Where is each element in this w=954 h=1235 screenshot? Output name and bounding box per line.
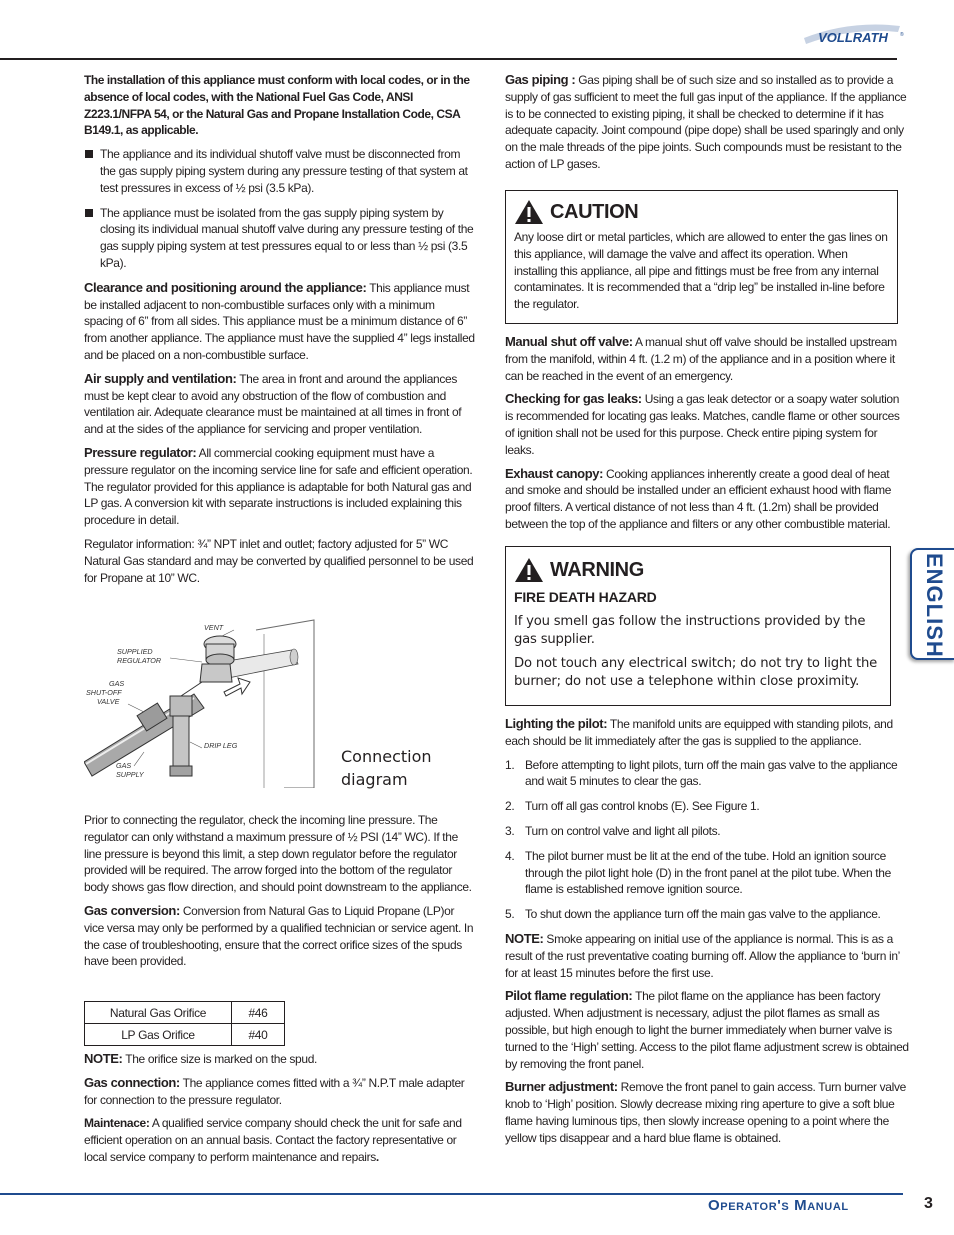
page-number: 3	[924, 1195, 933, 1212]
connection-diagram	[84, 612, 316, 788]
right-column-middle	[505, 334, 909, 540]
language-tab-label: ENGLISH	[922, 553, 947, 658]
bullet-item: The appliance and its individual shutoff valve must be disconnected from the gas supply piping system during any pressure testing of that system at test pressures in excess of ½ psi (3.5 kPa).	[84, 146, 476, 196]
orifice-table	[84, 1001, 285, 1046]
orifice-size: #46	[232, 1002, 285, 1024]
label-supply-gas: GAS	[116, 761, 132, 770]
burner-adjustment-section: Burner adjustment: Remove the front panel to gain access. Turn burner valve knob to ‘High’ position. Slowly decrease mixing ring aperture to give a soft blue flame having luminous tips, then slowly increase opening to a point where the yellow tips disappear and a hard blue flame is obtained.	[505, 1079, 906, 1145]
warning-para: Do not touch any electrical switch; do not try to light the burner; do not use a telephone within close proximity.	[514, 656, 878, 689]
regulator-info: Regulator information: ¾” NPT inlet and outlet; factory adjusted for 5” WC Natural Gas standard and may be converted by qualified personnel to be used for Propane at 10” WC.	[84, 536, 474, 585]
label-shutoff: SHUT-OFF	[86, 688, 122, 697]
label-regulator: REGULATOR	[117, 656, 162, 665]
exhaust-canopy-section: Exhaust canopy: Cooking appliances inherently create a good deal of heat and smoke and should be installed under an efficient exhaust hood with flame proof filters. A vertical distance of not less than 4 ft. (1.2m) shall be provided between the top of the appliance and filters or any other combustible material.	[505, 465, 892, 531]
caution-text: Any loose dirt or metal particles, which are allowed to enter the gas lines on this appliance, will damage the valve and affect its operation. When installing this appliance, all pipe and fittings must be free from any internal contaminates. It is recommended that a “drip leg” be installed in-line before the regulator.	[514, 230, 888, 312]
table-row	[85, 1024, 285, 1046]
left-column-top	[84, 72, 476, 593]
brand-text: VOLLRATH	[818, 30, 888, 45]
list-item: 5. To shut down the appliance turn off the main gas valve to the appliance.	[505, 907, 881, 922]
label-vent: VENT	[204, 623, 224, 632]
orifice-name: Natural Gas Orifice	[85, 1002, 232, 1024]
orifice-name: LP Gas Orifice	[85, 1024, 232, 1046]
header-rule	[0, 58, 897, 60]
right-column-top	[505, 72, 909, 180]
pressure-regulator-section: Pressure regulator: All commercial cooking equipment must have a pressure regulator on the incoming service line for safe and efficient operation. The regulator provided for this appliance is adaptable for both Natural gas and LP gas. A conversion kit with separate instructions is included explaining this procedure in detail.	[84, 444, 473, 528]
gas-piping-section: Gas piping : Gas piping shall be of such size and so installed as to provide a supply of gas sufficient to meet the full gas input of the appliance. If the appliance is to be connected to existing piping, it shall be checked to determine if it has adequate capacity. Joint compound (pipe dope) shall be used sparingly and only on the male threads of the pipe joints. Such compounds must be resistant to the action of LP gases.	[505, 72, 907, 171]
orifice-size: #40	[232, 1024, 285, 1046]
vollrath-logo	[800, 18, 906, 52]
lighting-pilot-section: Lighting the pilot: The manifold units are equipped with standing pilots, and each should be lit immediately after the gas is supplied to the appliance.	[505, 716, 893, 748]
prior-connecting-text: Prior to connecting the regulator, check the incoming line pressure. The regulator can only withstand a maximum pressure of ½ PSI (14” WC). If the line pressure is beyond this limit, a step down regulator before the regulator provided will be required. The arrow forged into the bottom of the regulator body shows gas flow direction, and should point downstream to the appliance.	[84, 813, 472, 895]
list-item: 2. Turn off all gas control knobs (E). See Figure 1.	[505, 799, 760, 814]
bullet-item: The appliance must be isolated from the gas supply piping system by closing its individual manual shutoff valve during any pressure testing of the gas supply piping system at test pressures equal to or less than ½ psi (3.5 kPa).	[84, 205, 476, 272]
warning-triangle-icon	[514, 199, 544, 225]
gas-connection-section: Gas connection: The appliance comes fitted with a ¾” N.P.T male adapter for connection to the pressure regulator.	[84, 1074, 465, 1107]
warning-title: WARNING	[514, 557, 882, 583]
air-supply-section: Air supply and ventilation: The area in front and around the appliances must be kept clear to avoid any obstruction of the flow of combustion and ventilation air. Adequate clearance must be maintained at all times in front of and at the sides of the appliance for servicing and proper ventilation.	[84, 370, 462, 437]
gas-leaks-section: Checking for gas leaks: Using a gas leak detector or a soapy water solution is recommended for locating gas leaks. Matches, candle flame or other sources of ignition shall not be used for this purpose. Check entire piping system for leaks.	[505, 391, 900, 457]
language-tab[interactable]	[910, 548, 954, 660]
caution-title: CAUTION	[514, 199, 889, 225]
diagram-caption: Connection diagram	[341, 747, 432, 789]
list-item: 4. The pilot burner must be lit at the end of the tube. Hold an ignition source through the pilot light hole (D) in the front panel at the pilot tube. When the flame is established remove ignition source.	[505, 848, 891, 897]
warning-subtitle: FIRE DEATH HAZARD	[514, 589, 657, 605]
orifice-note: NOTE: The orifice size is marked on the spud.	[84, 1051, 318, 1066]
table-row	[85, 1002, 285, 1024]
left-column-bottom	[84, 1051, 476, 1173]
warning-box	[505, 546, 891, 706]
label-supply: SUPPLY	[116, 770, 144, 779]
pilot-flame-section: Pilot flame regulation: The pilot flame on the appliance has been factory adjusted. When adjustment is necessary, adjust the pilot flames as small as possible, but high enough to light the burner immediately when burner valve is turned to the ‘High’ setting. Access to the pilot flame adjustment screw is obtained by removing the front panel.	[505, 988, 909, 1071]
label-valve: VALVE	[97, 697, 120, 706]
gas-conversion-section: Gas conversion: Conversion from Natural Gas to Liquid Propane (LP)or vice versa may only be performed by a qualified technician or service agent. In the case of troubleshooting, ensure that the correct orifice sizes of the spuds have been provided.	[84, 902, 474, 969]
label-supplied: SUPPLIED	[117, 647, 153, 656]
warning-para: If you smell gas follow the instructions provided by the gas supplier.	[514, 614, 866, 647]
right-column-bottom	[505, 716, 909, 1154]
warning-triangle-icon	[514, 557, 544, 583]
shutoff-valve-section: Manual shut off valve: A manual shut off valve should be installed upstream from the manifold, within 4 ft. (1.2 m) of the appliance and in a position where it can be reached in the event of an emergency.	[505, 334, 897, 383]
maintenance-section: Maintenace: A qualified service company should check the unit for safe and efficient operation on an annual basis. Contact the factory representative or local service company to perform maintenance and repairs.	[84, 1116, 462, 1164]
list-item: 1. Before attempting to light pilots, turn off the main gas valve to the appliance and wait 5 minutes to clear the gas.	[505, 757, 898, 789]
installation-intro: The installation of this appliance must conform with local codes, or in the absence of local codes, with the National Fuel Gas Code, ANSI Z223.1/NFPA 54, or the Natural Gas and Propane Installation Code, CSA B149.1, as applicable.	[84, 73, 470, 138]
left-column-middle	[84, 812, 476, 977]
label-drip-leg: DRIP LEG	[204, 741, 238, 750]
smoke-note: NOTE: Smoke appearing on initial use of the appliance is normal. This is as a result of the rust preventative coating burning off. Allow the appliance to ‘burn in’ for at least 15 minutes before the first use.	[505, 930, 900, 980]
manual-title: Operator's Manual	[708, 1197, 849, 1214]
label-gas: GAS	[109, 679, 125, 688]
svg-text:®: ®	[900, 32, 904, 38]
caution-box	[505, 190, 898, 324]
list-item: 3. Turn on control valve and light all pilots.	[505, 823, 721, 838]
footer-rule	[0, 1193, 903, 1195]
clearance-section: Clearance and positioning around the appliance: This appliance must be installed adjacent to non-combustible surfaces only with a minimum spacing of 6” from all sides. This appliance must be a minimum distance of 6” from another appliance. The appliance must have the supplied 4” legs installed and be placed on a non-combustible surface.	[84, 279, 475, 362]
